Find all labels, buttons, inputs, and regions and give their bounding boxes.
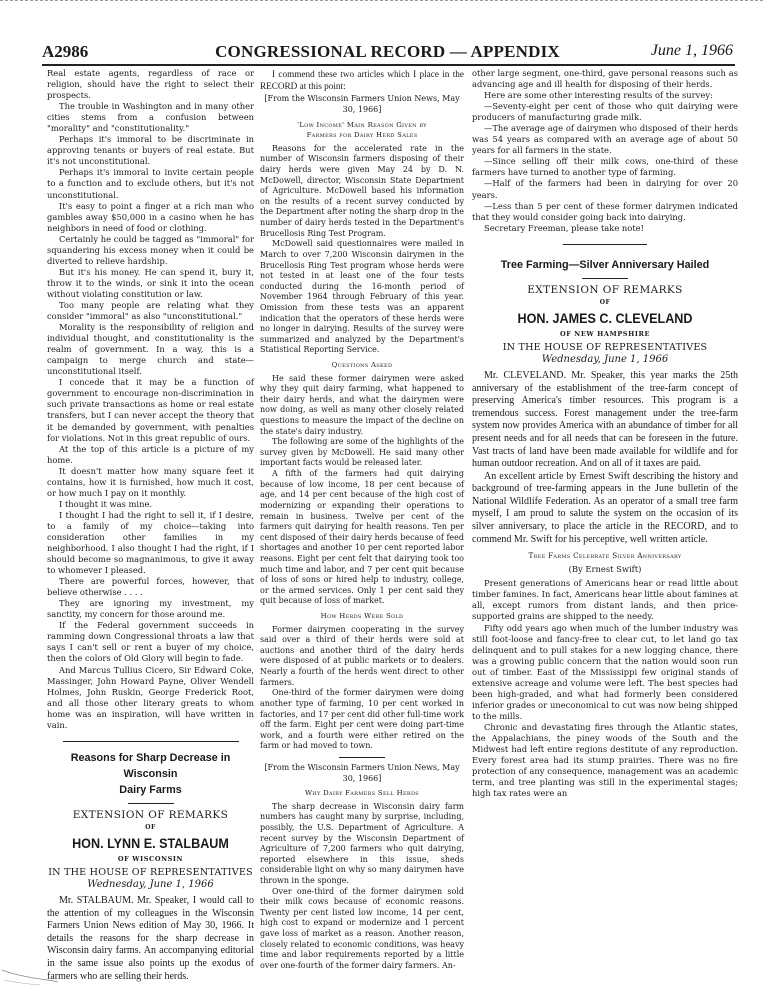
title-rule xyxy=(128,803,174,804)
paragraph: Chronic and devastating fires through the Atlantic states, the Appalachians, the piney woods of the South and the Midwest had left entire regions destitute of any reproduction. Every forest area had its stump prairies. There was no fire protection of any consequence, management was an academic term, and tree planting was still in the experimental stages; high tax rates were an xyxy=(472,721,738,799)
paragraph: Over one-third of the former dairymen sold their milk cows because of economic reasons. Twenty per cent listed low income, 14 per cent, high cost to expand or modernize and 1 percent gave loss of market as a reason. Another reason, closely related to economic conditions, was heavy time and labor requirements reported by a little over one-fourth of the former dairy farmers. An- xyxy=(260,886,464,970)
paragraph: —Seventy-eight per cent of those who quit dairying were producers of manufacturing grade milk. xyxy=(472,101,738,123)
remarks-date: Wednesday, June 1, 1966 xyxy=(541,353,669,365)
paragraph: I concede that it may be a function of government to encourage non-discrimination in such private transactions as home or real estate transfers, but I can never accept the theory that it be demanded by government, with penalties for violations. Not in this great republic of ours. xyxy=(47,377,254,443)
scan-mark-scribble xyxy=(0,960,60,990)
section-title: Tree Farming—Silver Anniversary Hailed xyxy=(500,258,710,271)
source-citation: [From the Wisconsin Farmers Union News, May 30, 1966] xyxy=(264,762,460,783)
paragraph: He said these former dairymen were asked why they quit dairy farming, what happened to their dairy herds, and what the dairymen were now doing, as well as many other closely related questions to measure the impact of the decline on the state's dairy industry. xyxy=(260,373,464,436)
paragraph: —Since selling off their milk cows, one-third of these farmers have turned to another type of farming. xyxy=(472,156,738,178)
paragraph: There are powerful forces, however, that believe otherwise . . . . xyxy=(47,576,254,598)
paragraph: I thought I had the right to sell it, if I desire, to a family of my choice—taking into consideration other families in my neighborhood. I also thought I had the right, if I should become so magnanimous, to give it away to whomever I pleased. xyxy=(47,509,254,576)
page-number: A2986 xyxy=(42,42,89,61)
publication-title: CONGRESSIONAL RECORD — APPENDIX xyxy=(215,42,560,61)
representative-state: OF NEW HAMPSHIRE xyxy=(559,329,651,338)
paragraph: Too many people are relating what they consider "immoral" as also "unconstitutional." xyxy=(47,299,254,322)
paragraph: —Half of the farmers had been in dairying for over 20 years. xyxy=(472,178,738,200)
paragraph: Here are some other interesting results of the survey: xyxy=(484,90,713,101)
subheading: How Herds Were Sold xyxy=(320,612,404,621)
source-citation: [From the Wisconsin Farmers Union News, May 30, 1966] xyxy=(264,94,460,114)
paragraph: Secretary Freeman, please take note! xyxy=(484,222,644,233)
article-divider xyxy=(339,757,385,758)
paragraph: They are ignoring my investment, my sanctity, my concern for those around me. xyxy=(47,598,254,620)
paragraph: Perhaps it's immoral to be discriminate in approving tenants or buyers of real estate. But it's not unconstitutional. xyxy=(47,134,254,167)
paragraph: The trouble in Washington and in many other cities stems from a confusion between "morality" and "constitutionality." xyxy=(47,101,254,134)
paragraph: Certainly he could be tagged as "immoral" for squandering his excess money when it could be diverted to relieve hardship. xyxy=(47,233,254,266)
paragraph: It doesn't matter how many square feet it contains, how it is furnished, how much it cost, or how much I pay on it monthly. xyxy=(47,465,254,498)
column-2 xyxy=(260,68,464,972)
section-title xyxy=(47,750,254,798)
article-title xyxy=(260,120,464,141)
paragraph: —Less than 5 per cent of these former dairymen indicated that they would consider going back into dairying. xyxy=(472,200,738,222)
paragraph: If the Federal government succeeds in ramming down Congressional throats a law that says I can't sell or rent a buyer of my choice, then the colors of Old Glory will begin to fade. xyxy=(47,620,254,664)
header-rule xyxy=(42,64,735,66)
paragraph: Morality is the responsibility of religion and individual thought, and constitutionality is the realm of government. In a way, this is a campaign to merge church and state—unconstitutional itself. xyxy=(47,322,254,377)
intro-paragraph: I commend these two articles which I place in the RECORD at this point: xyxy=(260,69,464,92)
article-title: Tree Farms Celebrate Silver Anniversary xyxy=(528,551,682,561)
page-header xyxy=(42,42,733,64)
of-label: OF xyxy=(599,298,611,306)
section-divider xyxy=(563,244,647,245)
extension-of-remarks: EXTENSION OF REMARKS xyxy=(72,808,229,821)
paragraph: other large segment, one-third, gave personal reasons such as advancing age and ill health for disposing of their herds. xyxy=(472,68,738,90)
paragraph: The sharp decrease in Wisconsin dairy farm numbers has caught many by surprise, including, possibly, the U.S. Department of Agriculture. A recent survey by the Wisconsin Department of Agriculture of 7,200 farmers who quit dairying, reported elsewhere in this issue, sheds considerable light on why so many dairymen have thrown in the sponge. xyxy=(260,801,464,886)
column-3 xyxy=(472,68,738,799)
paragraph: Reasons for the accelerated rate in the number of Wisconsin farmers disposing of their dairy herds were given May 24 by D. N. McDowell, director, Wisconsin State Department of Agriculture. McDowell based his information on the results of a recent survey conducted by the Department after noting the sharp drop in the number of dairy herds tested in the Department's Brucellosis Ring Test Program. xyxy=(260,143,464,238)
paragraph: Fifty odd years ago when much of the lumber industry was still foot-loose and fancy-free to clear cut, to let land go tax delinquent and to pull stakes for a new logging chance, there was a growing public concern that the nation would soon run out of timber. East of the Mississippi few original stands of extensive acreage and volume were left. The best species had been high-graded, and what had formerly been considered inferior grades or uneconomical to cut was now being shipped to the mills. xyxy=(472,622,738,721)
paragraph: But it's his money. He can spend it, bury it, throw it to the winds, or sink it into the ocean without violating constitution or law. xyxy=(47,266,254,299)
paragraph: Former dairymen cooperating in the survey said over a third of their herds were sold at auctions and another third of the dairy herds were disposed of at public markets or to dealers. Nearly a fourth of the herds went direct to other farmers. xyxy=(260,624,464,687)
scan-edge-rule xyxy=(0,0,763,1)
column-1 xyxy=(47,68,254,983)
house-label: IN THE HOUSE OF REPRESENTATIVES xyxy=(48,866,253,878)
intro-paragraph: Mr. CLEVELAND. Mr. Speaker, this year marks the 25th anniversary of the establishment of the tree-farm concept of preserving America's timber resources. This program is a tremendous success. Forest management under the tree-farm system now provides America with an abundance of timber for all present needs and for all needs that can be foreseen in the future. Vast tracts of land have been made available for wildlife and for human outdoor recreation. And on all of it taxes are paid. xyxy=(472,369,738,470)
remarks-date: Wednesday, June 1, 1966 xyxy=(87,879,214,890)
paragraph: Real estate agents, regardless of race or religion, should have the right to select their prospects. xyxy=(47,68,254,101)
subheading: Questions Asked xyxy=(331,361,393,369)
section-divider xyxy=(63,741,239,742)
byline: (By Ernest Swift) xyxy=(568,564,642,575)
section-title-line: Reasons for Sharp Decrease in Wisconsin xyxy=(70,751,231,780)
paragraph: I thought it was mine. xyxy=(59,498,153,509)
house-label: IN THE HOUSE OF REPRESENTATIVES xyxy=(502,341,708,353)
intro-paragraph: Mr. STALBAUM. Mr. Speaker, I would call to the attention of my colleagues in the Wisconsin Farmers Union News edition of May 30, 1966. It details the reasons for the sharp decrease in Wisconsin dairy farms. An accompanying editorial in the same issue also points up the exodus of farmers who are selling their herds. xyxy=(47,895,254,982)
paragraph: It's easy to point a finger at a rich man who gambles away $50,000 in a casino when he has neighbors in need of food or clothing. xyxy=(47,200,254,233)
title-rule xyxy=(582,278,628,279)
paragraph: At the top of this article is a picture of my home. xyxy=(47,443,254,465)
paragraph: One-third of the former dairymen were doing another type of farming, 10 per cent worked in factories, and 17 per cent did other full-time work off the farm. Eight per cent were doing part-time work, and a fourth were either retired on the farm or had moved to town. xyxy=(260,688,464,751)
paragraph: And Marcus Tullius Cicero, Sir Edward Coke, Massinger, John Howard Payne, Oliver Wendell Holmes, John Ruskin, George Frederick Root, and all those other literary greats to whom home was an inspiration, will have written in vain. xyxy=(47,664,254,730)
representative-name: HON. LYNN E. STALBAUM xyxy=(72,834,229,851)
representative-state: OF WISCONSIN xyxy=(117,854,184,863)
header-date: June 1, 1966 xyxy=(650,42,733,59)
paragraph: Present generations of Americans hear or read little about timber famines. In fact, Americans hear little about famines at all, except rumors from distant lands, and then price-supported grains are shipped to the needy. xyxy=(472,578,738,622)
article-title: Why Dairy Farmers Sell Herds xyxy=(305,789,419,798)
extension-of-remarks: EXTENSION OF REMARKS xyxy=(527,283,683,296)
article-title-line: Farmers for Dairy Herd Sales xyxy=(306,131,418,140)
paragraph: Perhaps it's immoral to invite certain people to a function and to exclude others, but it's not unconstitutional. xyxy=(47,167,254,200)
paragraph: The following are some of the highlights of the survey given by McDowell. He said many other important facts would be released later. xyxy=(260,437,464,468)
article-title-line: 'Low Income' Main Reason Given by xyxy=(297,120,427,129)
paragraph: A fifth of the farmers had quit dairying because of low income, 18 per cent because of age, and 14 per cent because of the high cost of modernizing or expanding their operations to remain in business. Twelve per cent of the farmers quit dairying for health reasons. Ten per cent disposed of their dairy herds because of feed shortages and another 10 per cent reported labor reasons. Eight per cent felt that dairying took too much time and labor, and 7 per cent quit because of loss of sons or hired help to industry, college, or the armed services. Only 1 per cent said they quit because of loss of market. xyxy=(260,469,464,606)
intro-paragraph: An excellent article by Ernest Swift describing the history and background of tree-farming appears in the June bulletin of the National Wildlife Federation. As an operator of a small tree farm myself, I am proud to salute the system on the occasion of its silver anniversary, to place the article in the RECORD, and to commend Mr. Swift for his perceptive, well written article. xyxy=(472,470,738,545)
of-label: OF xyxy=(145,823,156,831)
paragraph: —The average age of dairymen who disposed of their herds was 54 years as compared with an average age of about 50 years for all farmers in the state. xyxy=(472,123,738,156)
section-title-line: Dairy Farms xyxy=(119,783,182,796)
representative-name: HON. JAMES C. CLEVELAND xyxy=(517,309,693,326)
paragraph: McDowell said questionnaires were mailed in March to over 7,200 Wisconsin dairymen in the Brucellosis Ring Test program whose herds were not tested in at least one of the four tests conducted during the 16-month period of November 1964 through February of this year. Omission from these tests was an apparent indication that the operators of these herds were no longer in dairying. Results of the survey were summarized and analyzed by the Department's Statistical Reporting Service. xyxy=(260,239,464,355)
